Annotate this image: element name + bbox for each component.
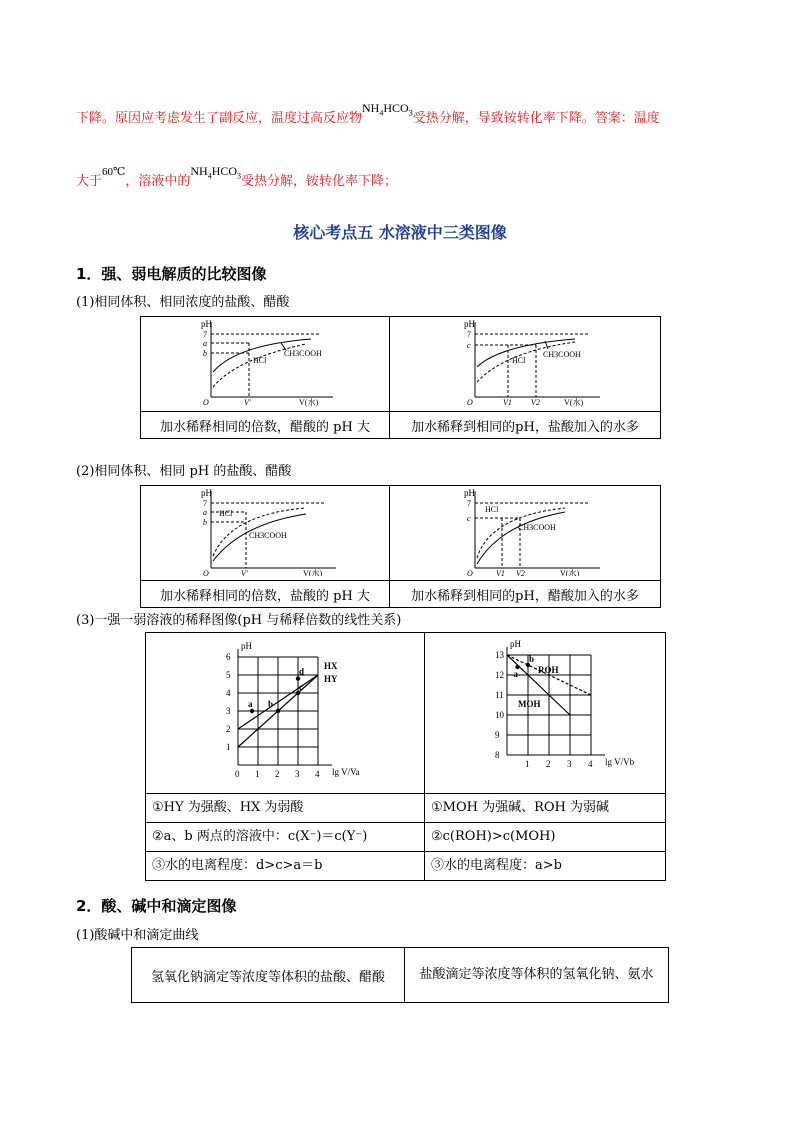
point-label-c: c: [299, 682, 303, 692]
x-tick-label: 1: [255, 769, 260, 779]
table-titration: [131, 947, 669, 1003]
caption-cell: 加水稀释相同的倍数，醋酸的 pH 大: [141, 412, 390, 439]
note-right-1: ①MOH 为强碱、ROH 为弱碱: [431, 800, 610, 815]
graph-cell: [141, 486, 390, 581]
svg-text:V1: V1: [503, 398, 512, 407]
titration-right: 盐酸滴定等浓度等体积的氢氧化钠、氨水: [405, 948, 669, 1003]
series-label-roh: ROH: [538, 665, 559, 675]
x-tick-label: 1: [525, 759, 530, 769]
graph-same-conc-same-dilution: [141, 317, 389, 407]
caption-cell: 加水稀释到相同的pH，盐酸加入的水多: [390, 412, 661, 439]
y-tick-label: 8: [495, 750, 500, 760]
svg-text:CH3COOH: CH3COOH: [249, 531, 287, 540]
x-tick-label: 2: [546, 759, 551, 769]
caption-cell: 加水稀释到相同的pH，醋酸加入的水多: [390, 581, 661, 608]
svg-text:7: 7: [203, 499, 207, 508]
x-tick-label: 2: [275, 769, 280, 779]
caption-cell: 加水稀释相同的倍数，盐酸的 pH 大: [141, 581, 390, 608]
point-a: [250, 709, 254, 713]
series-label-hy: HY: [324, 674, 338, 684]
note-right-2: ②c(ROH)>c(MOH): [425, 822, 665, 851]
notes-right: [425, 794, 666, 881]
svg-text:HCl: HCl: [253, 356, 267, 365]
graph-cell: [146, 633, 425, 794]
table-same-ph: [140, 485, 661, 608]
svg-text:O: O: [203, 569, 209, 576]
answer-line-2: 大于$^{60℃}$，溶液中的$NH_4HCO_3$受热分解，铵转化率下降；: [76, 164, 398, 189]
table-strong-weak: [145, 632, 666, 881]
series-label-hx: HX: [324, 661, 338, 671]
note-left-1: ①HY 为强酸、HX 为弱酸: [152, 800, 304, 815]
y-tick-label: 5: [226, 670, 231, 680]
svg-text:V(水): V(水): [299, 398, 319, 407]
sub-heading-1: (1)相同体积、相同浓度的盐酸、醋酸: [76, 295, 290, 310]
svg-text:V': V': [241, 569, 248, 576]
svg-text:V(水): V(水): [303, 569, 323, 576]
graph-cell: [141, 317, 390, 412]
note-left-2: ②a、b 两点的溶液中：c(X⁻)＝c(Y⁻): [146, 822, 424, 851]
point-label-a: a: [513, 669, 518, 679]
point-d: [296, 676, 300, 680]
answer-line-1: 下降。原因应考虑发生了副反应，温度过高反应物$NH_4HCO_3$受热分解，导致铵转化率下降。答案：温度: [76, 101, 660, 126]
point-label-b: b: [529, 654, 535, 664]
titration-left: 氢氧化钠滴定等浓度等体积的盐酸、醋酸: [132, 948, 405, 1003]
table-same-concentration: [140, 316, 661, 439]
svg-text:HCl: HCl: [485, 505, 499, 514]
svg-text:V2: V2: [531, 398, 540, 407]
series-label-moh: MOH: [518, 699, 541, 709]
y-tick-label: 2: [226, 724, 231, 734]
x-tick-label: 4: [315, 769, 320, 779]
svg-text:V(水): V(水): [564, 398, 584, 407]
y-axis-label: pH: [510, 639, 521, 649]
sub-heading-4: (1)酸碱中和滴定曲线: [76, 928, 199, 943]
sub-heading-3: (3)一强一弱溶液的稀释图像(pH 与稀释倍数的线性关系): [76, 613, 402, 628]
graph-same-conc-same-ph: [390, 317, 660, 407]
svg-text:V2: V2: [516, 569, 525, 576]
note-left-3: ③水的电离程度：d>c>a＝b: [146, 851, 424, 880]
graph-cell: [425, 633, 666, 794]
y-tick-label: 3: [226, 706, 231, 716]
y-tick-label: 12: [495, 670, 504, 680]
svg-text:HCl: HCl: [219, 509, 233, 518]
svg-text:V1: V1: [496, 569, 505, 576]
y-tick-label: 10: [495, 710, 504, 720]
y-tick-label: 1: [226, 742, 231, 752]
y-tick-label: 13: [495, 650, 504, 660]
svg-text:O: O: [203, 398, 209, 407]
y-tick-label: 6: [226, 652, 231, 662]
graph-cell: [390, 317, 661, 412]
svg-text:b: b: [203, 518, 207, 527]
svg-text:7: 7: [467, 330, 471, 339]
heading-1: 1．强、弱电解质的比较图像: [76, 265, 267, 283]
section-title: 核心考点五 水溶液中三类图像: [293, 223, 507, 242]
x-tick-label: 0: [235, 769, 240, 779]
svg-text:CH3COOH: CH3COOH: [543, 350, 581, 359]
graph-cell: [390, 486, 661, 581]
notes-left: [146, 794, 425, 881]
x-tick-label: 3: [295, 769, 300, 779]
svg-text:pH: pH: [201, 319, 212, 329]
svg-text:7: 7: [203, 330, 207, 339]
svg-text:V': V': [244, 398, 251, 407]
svg-text:a: a: [203, 339, 207, 348]
y-tick-label: 4: [226, 688, 231, 698]
graph-same-ph-same-ph: [390, 486, 660, 576]
svg-text:pH: pH: [464, 319, 475, 329]
point-label-d: d: [299, 666, 305, 677]
svg-text:pH: pH: [464, 488, 475, 498]
point-label-a: a: [248, 699, 253, 709]
svg-text:7: 7: [467, 499, 471, 508]
formula-nh4hco3: $NH_4HCO_3$: [362, 101, 413, 118]
chart-hx-hy: [146, 633, 424, 789]
svg-text:HCl: HCl: [512, 356, 526, 365]
svg-text:b: b: [203, 349, 207, 358]
svg-text:CH3COOH: CH3COOH: [518, 523, 556, 532]
x-axis-label: lg V/Vb: [605, 757, 635, 767]
y-tick-label: 9: [495, 730, 500, 740]
x-tick-label: 3: [567, 759, 572, 769]
svg-text:O: O: [467, 398, 473, 407]
svg-text:c: c: [467, 341, 471, 350]
chart-roh-moh: [425, 633, 665, 789]
svg-text:V(水): V(水): [560, 569, 580, 576]
svg-text:c: c: [467, 514, 471, 523]
x-axis-label: lg V/Va: [332, 767, 360, 777]
svg-text:O: O: [467, 569, 473, 576]
x-tick-label: 4: [588, 759, 593, 769]
svg-text:pH: pH: [201, 488, 212, 498]
note-right-3: ③水的电离程度：a>b: [425, 851, 665, 880]
y-axis-label: pH: [241, 641, 252, 651]
point-b: [276, 709, 280, 713]
svg-text:a: a: [203, 508, 207, 517]
svg-text:CH3COOH: CH3COOH: [284, 349, 322, 358]
y-tick-label: 11: [495, 690, 504, 700]
heading-2: 2．酸、碱中和滴定图像: [76, 897, 237, 915]
graph-same-ph-same-dilution: [141, 486, 389, 576]
sub-heading-2: (2)相同体积、相同 pH 的盐酸、醋酸: [76, 464, 292, 479]
formula-nh4hco3-2: $NH_4HCO_3$: [190, 164, 242, 181]
point-label-b: b: [268, 699, 274, 709]
